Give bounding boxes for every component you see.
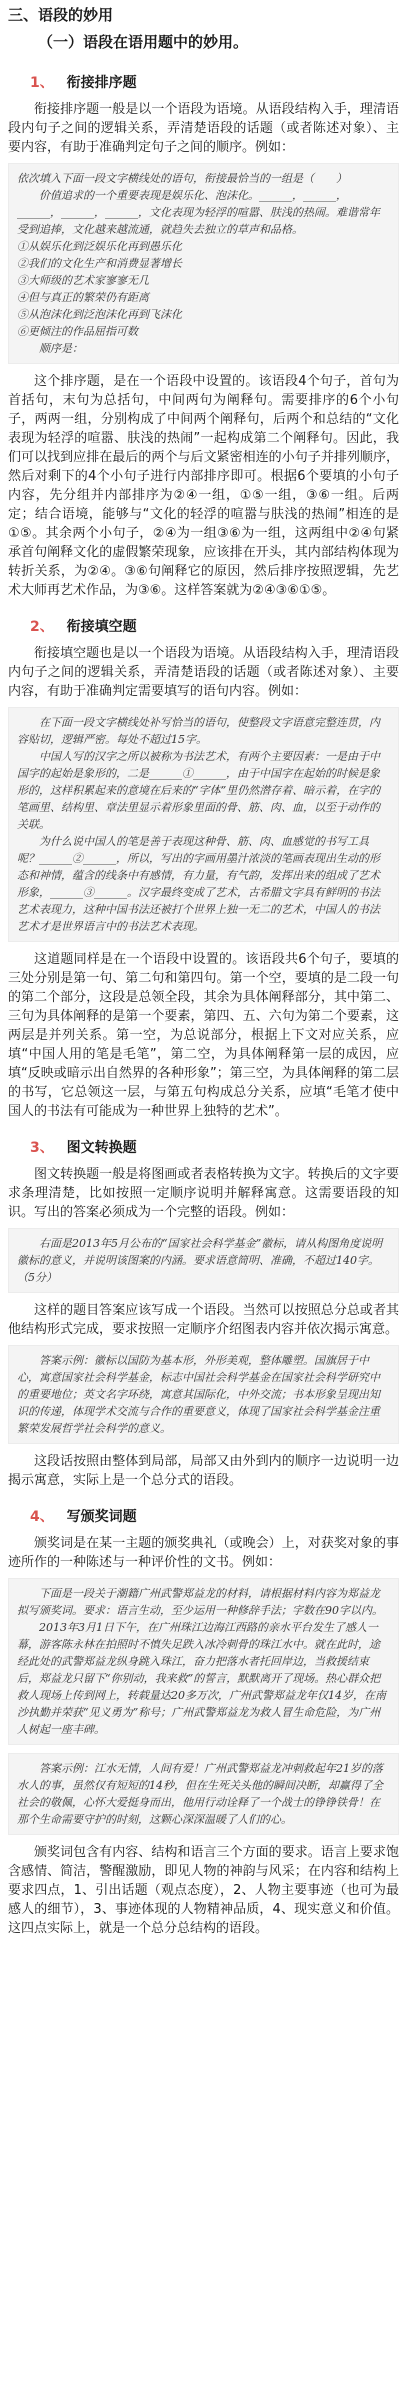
section-title: 三、语段的妙用 <box>8 6 114 24</box>
part3-analysis: 这样的题目答案应该写成一个语段。当然可以按照总分总或者其他结构形式完成，要求按照一定顺序介绍图表内容并依次揭示寓意。 <box>8 1303 399 1337</box>
part1-number: 1、 <box>30 75 54 91</box>
part2-analysis: 这道题同样是在一个语段中设置的。该语段共6个句子，要填的三处分别是第一句、第二句和第四句。第一个空，要填的是二段一句的第二个部分，这段是总领全段，其余为具体阐释部分，其中第二、三句为具体阐释的是第一个要素，第四、五、六句为第二个要素，这两层是并列关系。第一空，为总说部分，根据上下文对应关系，应填“中国人用的笔是毛笔”，第二空，为具体阐释第一层的成因，应填“反映或暗示出自然界的各种形象”；第三空，为具体阐释的第二层的书写，它总领这一层，与第五句构成总分关系，应填“毛笔才使中国人的书法有可能成为一种世界上独特的艺术”。 <box>8 952 399 1119</box>
part2-number: 2、 <box>30 619 54 635</box>
part3-intro: 图文转换题一般是将图画或者表格转换为文字。转换后的文字要求条理清楚，比如按照一定顺序说明并解释寓意。这需要语段的知识。写出的答案必须成为一个完整的语段。例如： <box>8 1167 399 1220</box>
part1-scan-line: ⑤从泡沫化到泛泡沫化再到飞沫化 <box>17 308 182 321</box>
part2-scan-line: 在下面一段文字横线处补写恰当的语句，使整段文字语意完整连贯，内容贴切，逻辑严密。每处不超过15字。 <box>17 716 380 746</box>
part3-analysis-2: 这段话按照由整体到局部，局部又由外到内的顺序一边说明一边揭示寓意，实际上是一个总分式的语段。 <box>8 1454 399 1488</box>
part4-scan-line: 2013年3月1日下午，在广州珠江边海江西路的亲水平台发生了感人一幕，游客陈永林在拍照时不慎失足跌入冰冷刺骨的珠江水中。就在此时，途经此处的武警郑益龙纵身跳入珠江，奋力把落水者托回岸边，当救援结束后，郑益龙只留下“你别动，我来救”的誓言，默默离开了现场。热心群众把救人现场上传到网上，转载量达20多万次，广州武警郑益龙年仅14岁，在南沙执勤并荣获“见义勇为”称号；广州武警郑益龙为救人冒生命危险，为广州人树起一座丰碑。 <box>17 1621 386 1736</box>
part1-example-image <box>8 163 399 364</box>
part4-header <box>30 1504 399 1530</box>
part4-answer-image <box>8 1753 399 1835</box>
part1-scan-line: 顺序是： <box>39 342 83 355</box>
part1-intro: 衔接排序题一般是以一个语段为语境。从语段结构入手，理清语段内句子之间的逻辑关系，弄清楚语段的话题（或者陈述对象）、主要内容，有助于准确判定句子之间的顺序。例如： <box>8 102 399 155</box>
part1-scan-line: ④但与真正的繁荣仍有距离 <box>17 291 149 304</box>
part1-title: 衔接排序题 <box>66 75 137 91</box>
part2-scan-line: 中国人写的汉字之所以被称为书法艺术，有两个主要因素：一是由于中国字的起始是象形的，二是______①______，由于中国字在起始的时候是象形的，这样积累起来的意境在后来的“字体”里仍然潜存着、暗示着，在字的笔画里、结构里、章法里显示着形象里面的骨、筋、肉、血，以至于动作的关联。 <box>17 750 381 831</box>
part1-scan-line: ⑥更倾注的作品屈指可数 <box>17 325 138 338</box>
part4-analysis: 颁奖词包含有内容、结构和语言三个方面的要求。语言上要求饱含感情、简洁，警醒激励，即见人物的神韵与风采；在内容和结构上要求四点，1、引出话题（观点态度），2、人物主要事迹（也可为最感人的细节），3、事迹体现的人物精神品质，4、现实意义和价值。这四点实际上，就是一个总分总结构的语段。 <box>8 1845 399 1936</box>
part3-answer-line: 答案示例：徽标以国防为基本形，外形美观，整体雕塑。国旗居于中心，寓意国家社会科学基金，标志中国社会科学基金在国家社会科学研究中的重要地位；英文名字环绕，寓意其国际化，中外交流；书本形象呈现出知识的传递，体现学术交流与合作的重要意义，体现了国家社会科学基金注重繁荣发展哲学社会科学的意义。 <box>17 1354 380 1435</box>
part3-scan-line: 右面是2013年5月公布的“国家社会科学基金”徽标，请从构图角度说明徽标的意义，并说明该图案的内涵。要求语意简明、准确，不超过140字。（5分） <box>17 1237 383 1284</box>
part4-title: 写颁奖词题 <box>66 1509 137 1525</box>
part3-header <box>30 1135 399 1161</box>
part2-intro: 衔接填空题也是以一个语段为语境。从语段结构入手，理清语段内句子之间的逻辑关系，弄清楚语段的话题（或者陈述对象）、主要内容，有助于准确判定需要填写的语句内容。例如： <box>8 646 399 699</box>
part1-header <box>30 70 399 96</box>
part4-example-image <box>8 1578 399 1745</box>
part1-scan-line: ①从娱乐化到泛娱乐化再到愚乐化 <box>17 240 182 253</box>
part3-title: 图文转换题 <box>66 1140 137 1156</box>
part1-scan-line: ③大师级的艺术家寥寥无几 <box>17 274 149 287</box>
part3-answer-image <box>8 1345 399 1444</box>
part2-example-image <box>8 707 399 942</box>
part1-analysis: 这个排序题，是在一个语段中设置的。该语段4个句子，首句为首括句，末句为总括句，中间两句为阐释句。需要排序的6个小句子，两两一组，分别构成了中间两个阐释句，后两个和总结的“文化表现为轻浮的喧嚣、肤浅的热闹”一起构成第二个阐释句。因此，我们可以找到应排在最后的两个与后文紧密相连的小句子并排列顺序，然后对剩下的4个小句子进行内部排序即可。根据6个要填的小句子内容，先分组并内部排序为②④一组，①⑤一组，③⑥一组。后两定；结合语境，能够与“文化的轻浮的喧嚣与肤浅的热闹”相连的是①⑤。其余两个小句子，②④为一组③⑥为一组，这两组中②④句紧承首句阐释文化的虚假繁荣现象，应该排在开头，其内部结构体现为转折关系，为②④。③⑥句阐释它的原因，然后排序按照逻辑，先艺术大师再艺术作品，为③⑥。这样答案就为②④③⑥①⑤。 <box>8 374 399 598</box>
part1-scan-line: 价值追求的一个重要表现是娱乐化、泡沫化。______，______，______，______，______，文化表现为轻浮的喧嚣、肤浅的热闹。难谐常年受到追捧，文化越来越流通，就趋失去独立的草声和品格。 <box>17 189 380 236</box>
part1-scan-line: 依次填入下面一段文字横线处的语句，衔接最恰当的一组是（ ） <box>17 172 347 185</box>
part3-number: 3、 <box>30 1140 54 1156</box>
sub-title: （一）语段在语用题中的妙用。 <box>38 33 249 51</box>
part4-intro: 颁奖词是在某一主题的颁奖典礼（或晚会）上，对获奖对象的事迹所作的一种陈述与一种评价性的文书。例如： <box>8 1536 399 1570</box>
part2-title: 衔接填空题 <box>66 619 137 635</box>
part4-answer-line: 答案示例：江水无情，人间有爱！广州武警郑益龙冲刺救起年21岁的落水人的事，虽然仅有短短的14秒，但在生死关头他的瞬间决断，却赢得了全社会的敬佩，心怀大爱挺身而出，他用行动诠释了一个战士的铮铮铁骨！在那个生命需要守护的时刻，这颗心深深温暖了人们的心。 <box>17 1762 383 1826</box>
part1-scan-line: ②我们的文化生产和消费显著增长 <box>17 257 182 270</box>
part2-header <box>30 614 399 640</box>
part4-number: 4、 <box>30 1509 54 1525</box>
part2-scan-line: 为什么说中国人的笔是善于表现这种骨、筋、肉、血感觉的书写工具呢？______②______，所以，写出的字画用墨汁浓淡的笔画表现出生动的形态和神情，蕴含的线条中有感情，有力量，有气韵，发挥出来的组成了艺术形象，______③______。汉字最终变成了艺术，古希腊文字具有鲜明的书法艺术表现力，这种中国书法还被打个世界上独一无二的艺术，中国人的书法艺术才是世界语言中的书法艺术表现。 <box>17 835 380 933</box>
part4-scan-line: 下面是一段关于潮籍广州武警郑益龙的材料，请根据材料内容为郑益龙拟写颁奖词。要求：语言生动，至少运用一种修辞手法；字数在90字以内。 <box>17 1587 383 1617</box>
part3-example-image <box>8 1228 399 1293</box>
